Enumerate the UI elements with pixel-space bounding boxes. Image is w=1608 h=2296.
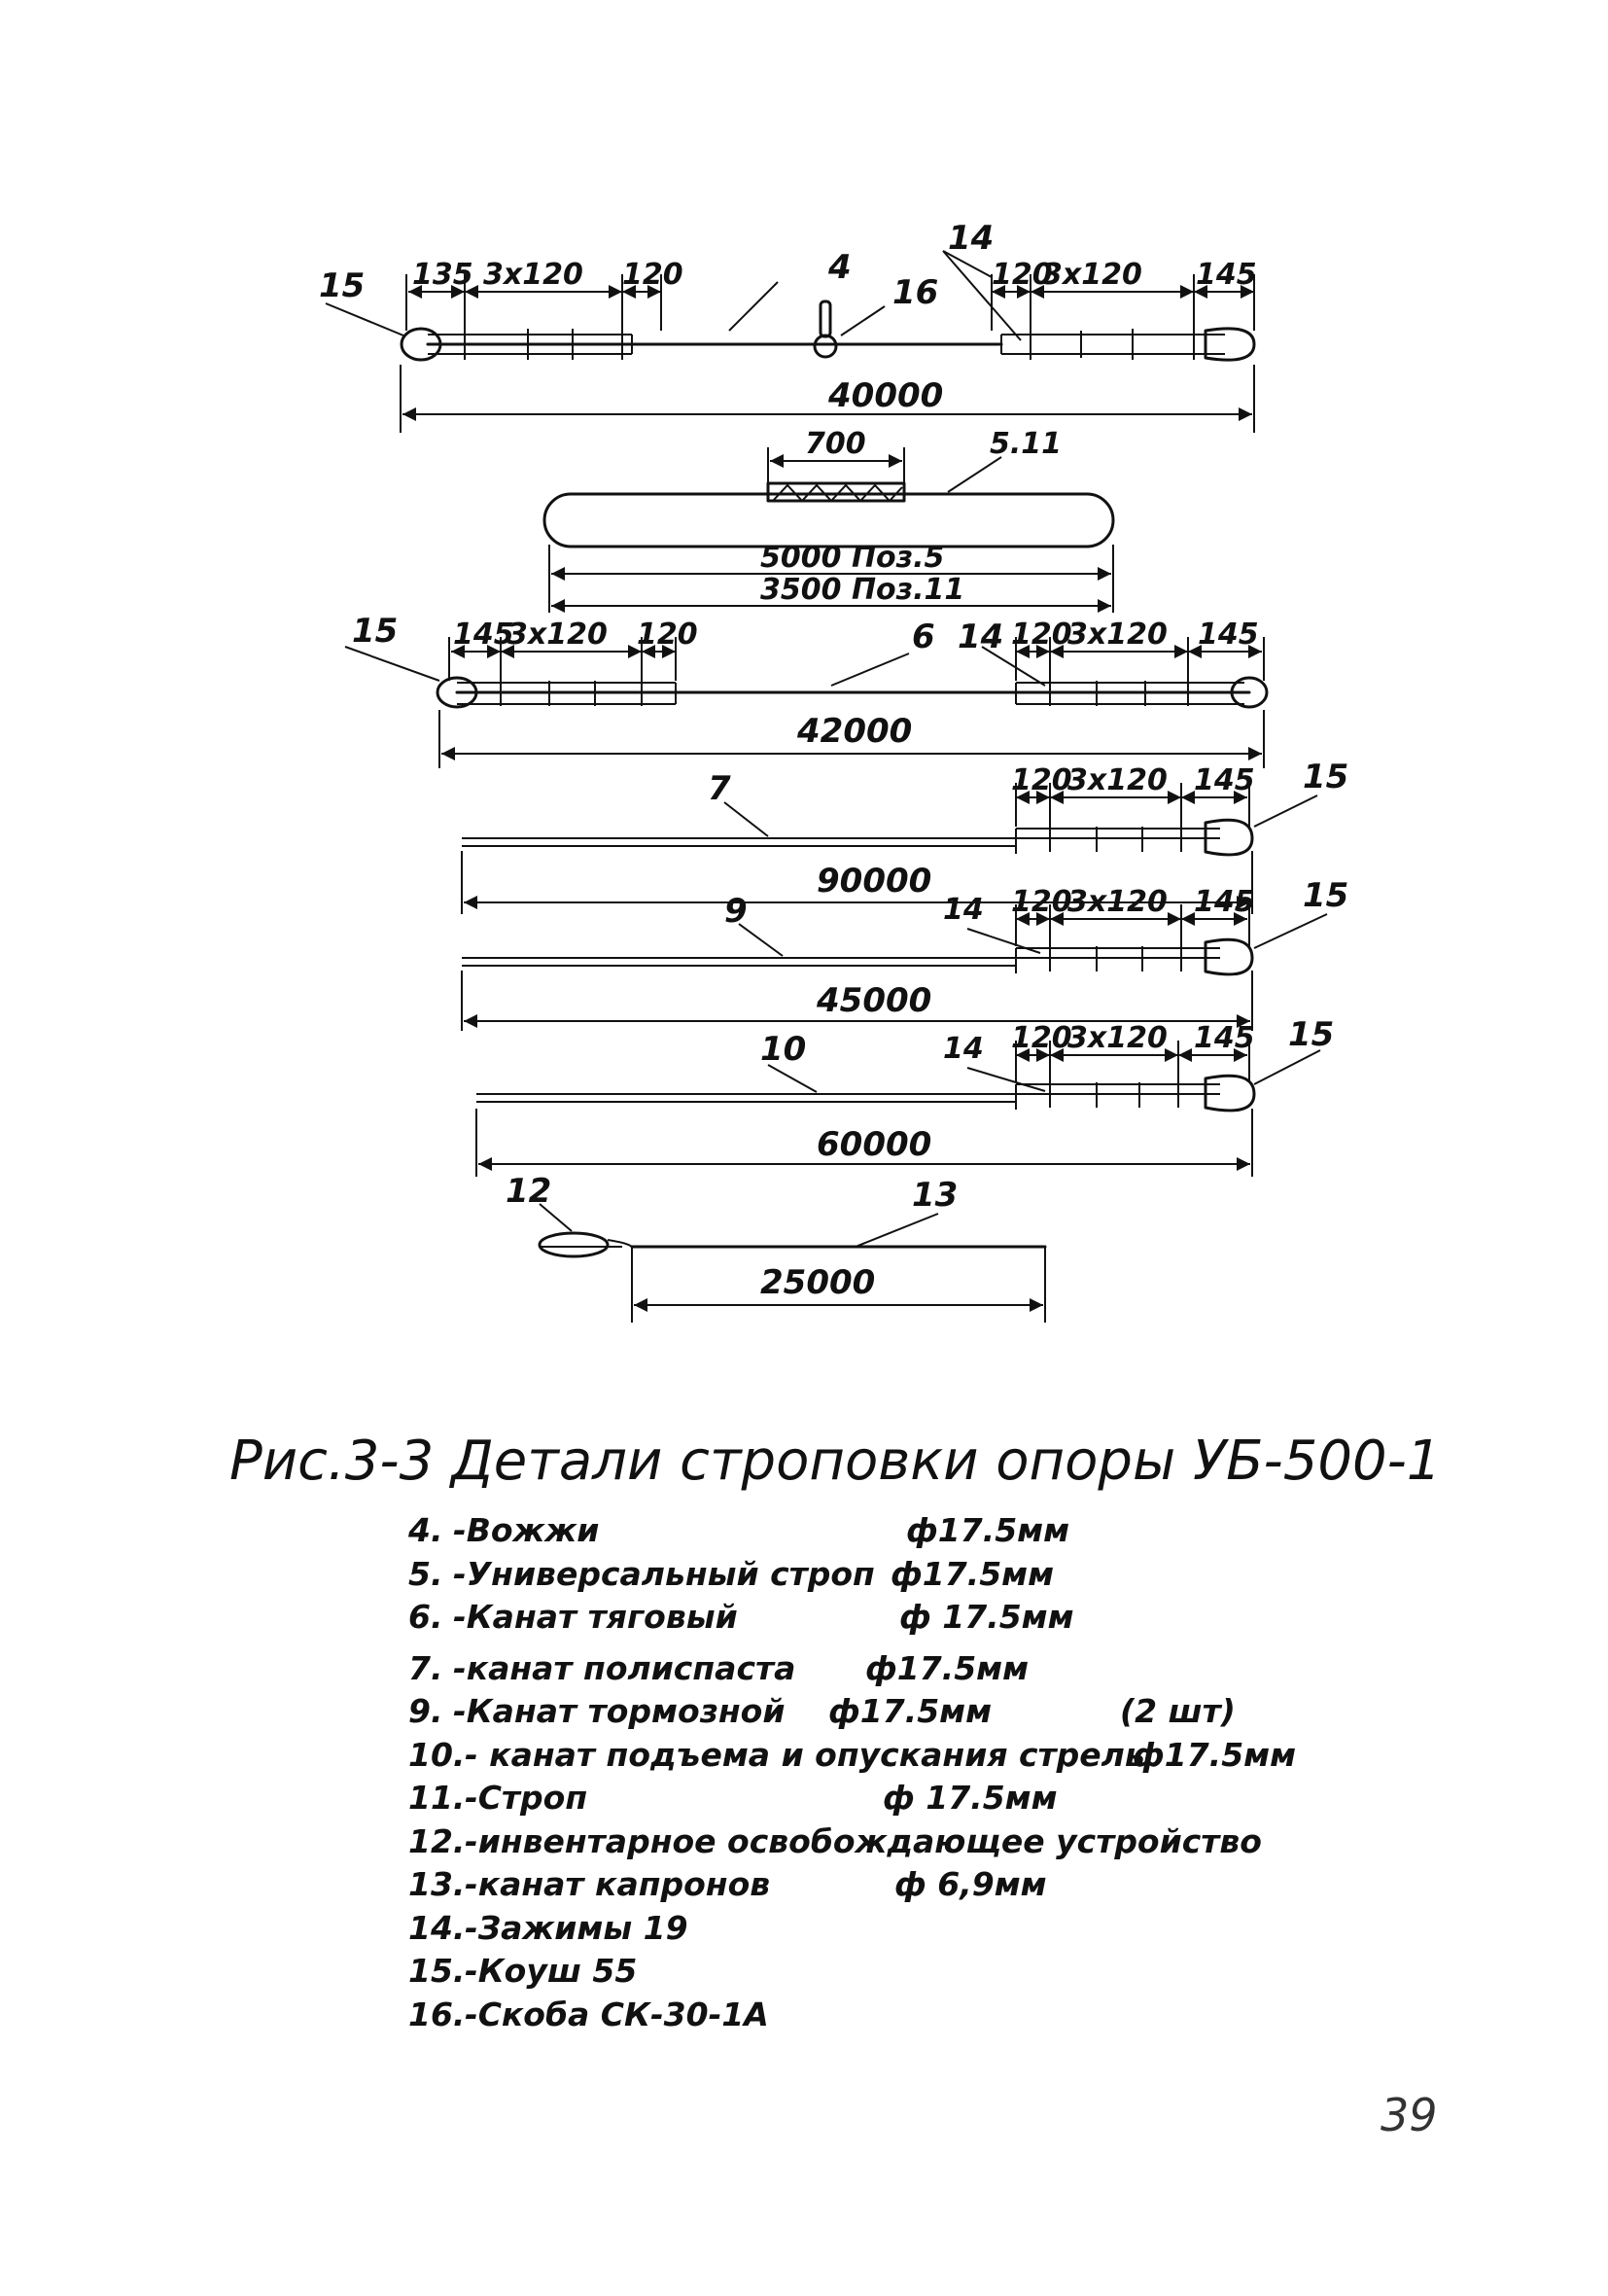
rope-13-assembly xyxy=(506,1172,1045,1323)
pos-label: 15 xyxy=(319,266,366,305)
dim-label: 700 xyxy=(805,427,866,461)
legend-text: -Канат тормозной xyxy=(453,1692,786,1730)
legend-number: 9. xyxy=(408,1692,443,1730)
rope-4-assembly xyxy=(319,219,1257,433)
dim-label: 3x120 xyxy=(1067,763,1168,797)
legend-quantity: (2 шт) xyxy=(1120,1692,1236,1730)
dim-label: 120 xyxy=(992,258,1053,292)
pos-label: 5.11 xyxy=(990,427,1063,461)
sling-5-11-assembly xyxy=(544,427,1113,613)
pos-label: 4 xyxy=(828,248,852,287)
legend-text: -Канат тяговый xyxy=(453,1598,738,1636)
shackle-icon xyxy=(815,301,836,357)
pos-label: 7 xyxy=(708,769,731,808)
legend-spec: ф17.5мм xyxy=(828,1692,993,1730)
pos-label: 15 xyxy=(1303,876,1349,915)
dim-label: 120 xyxy=(1011,763,1072,797)
pos-label: 12 xyxy=(506,1172,552,1211)
legend-spec: ф17.5мм xyxy=(906,1511,1070,1549)
pos-label: 15 xyxy=(1288,1015,1335,1054)
dim-label: 120 xyxy=(622,258,683,292)
legend-number: 13. xyxy=(408,1865,466,1903)
legend-number: 14. xyxy=(408,1908,466,1947)
legend-text: -канат полиспаста xyxy=(453,1648,796,1687)
dim-label: 120 xyxy=(637,618,698,652)
figure-caption: Рис.3-3 Детали строповки опоры УБ-500-1 xyxy=(229,1430,1442,1493)
legend-number: 6. xyxy=(408,1598,443,1636)
legend-number: 11. xyxy=(408,1779,466,1817)
legend-text: -канат капронов xyxy=(465,1865,771,1903)
clamp-marks-right xyxy=(1031,329,1194,360)
dim-label: 3x120 xyxy=(483,258,583,292)
legend-spec: ф17.5мм xyxy=(865,1648,1030,1687)
dim-label: 145 xyxy=(1198,618,1259,652)
legend-number: 15. xyxy=(408,1952,466,1990)
dim-label: 145 xyxy=(1194,763,1255,797)
legend-number: 10. xyxy=(408,1735,466,1774)
legend-number: 12. xyxy=(408,1821,466,1860)
dim-label: 3x120 xyxy=(1067,618,1168,652)
dim-label: 145 xyxy=(1196,258,1257,292)
page-number: 39 xyxy=(1381,2089,1438,2141)
dim-label: 145 xyxy=(453,618,514,652)
legend-text: -инвентарное освобождающее устройство xyxy=(465,1821,1262,1860)
legend-spec: ф17.5мм xyxy=(891,1554,1055,1593)
rope-10-assembly xyxy=(476,1015,1334,1177)
pos-label: 14 xyxy=(948,219,995,258)
legend-number: 16. xyxy=(408,1995,466,2033)
dim-label: 120 xyxy=(1011,1021,1072,1055)
legend-text: -Коуш 55 xyxy=(465,1952,638,1990)
legend-text: -Скоба СК-30-1А xyxy=(465,1995,769,2033)
legend-number: 4. xyxy=(408,1511,443,1549)
legend-text: -Универсальный строп xyxy=(453,1554,875,1593)
dim-label: 3x120 xyxy=(1067,885,1168,919)
legend-spec: ф 6,9мм xyxy=(894,1865,1047,1903)
total-length-label: 90000 xyxy=(817,862,932,901)
length-label-11: 3500 Поз.11 xyxy=(760,573,965,607)
legend-text: - канат подъема и опускания стрелы xyxy=(465,1735,1154,1774)
pos-label: 14 xyxy=(958,618,1004,656)
legend-spec: ф 17.5мм xyxy=(899,1598,1074,1636)
legend-number: 7. xyxy=(408,1648,443,1687)
dim-label: 3x120 xyxy=(1067,1021,1168,1055)
pos-label: 16 xyxy=(892,273,939,312)
dim-label: 120 xyxy=(1011,885,1072,919)
total-length-label: 45000 xyxy=(817,981,932,1020)
total-length-label: 60000 xyxy=(817,1125,932,1164)
legend-text: -Строп xyxy=(465,1779,588,1817)
total-length-label: 25000 xyxy=(760,1263,876,1302)
length-label-5: 5000 Поз.5 xyxy=(760,541,945,575)
dim-label: 120 xyxy=(1011,618,1072,652)
pos-label: 13 xyxy=(912,1176,959,1215)
legend-text: -Вожжи xyxy=(453,1511,600,1549)
legend-number: 5. xyxy=(408,1554,443,1593)
pos-label: 10 xyxy=(760,1030,807,1069)
total-length-label: 40000 xyxy=(828,376,944,415)
rope-6-assembly xyxy=(345,612,1267,768)
total-length-label: 42000 xyxy=(797,712,913,751)
pos-label: 15 xyxy=(1303,758,1349,796)
dim-label: 3x120 xyxy=(1042,258,1142,292)
legend-text: -Зажимы 19 xyxy=(465,1908,688,1947)
dim-label: 145 xyxy=(1194,885,1255,919)
pos-label: 9 xyxy=(724,892,748,931)
legend-spec: ф17.5мм xyxy=(1133,1735,1297,1774)
pos-label: 15 xyxy=(352,612,399,651)
legend-spec: ф 17.5мм xyxy=(883,1779,1058,1817)
release-device-icon xyxy=(540,1233,608,1256)
dim-label: 145 xyxy=(1194,1021,1255,1055)
dim-label: 3x120 xyxy=(507,618,608,652)
dim-label: 135 xyxy=(412,258,473,292)
pos-label: 14 xyxy=(943,893,984,927)
thimble-icon xyxy=(1206,329,1254,360)
pos-label: 6 xyxy=(912,618,935,656)
pos-label: 14 xyxy=(943,1032,984,1066)
